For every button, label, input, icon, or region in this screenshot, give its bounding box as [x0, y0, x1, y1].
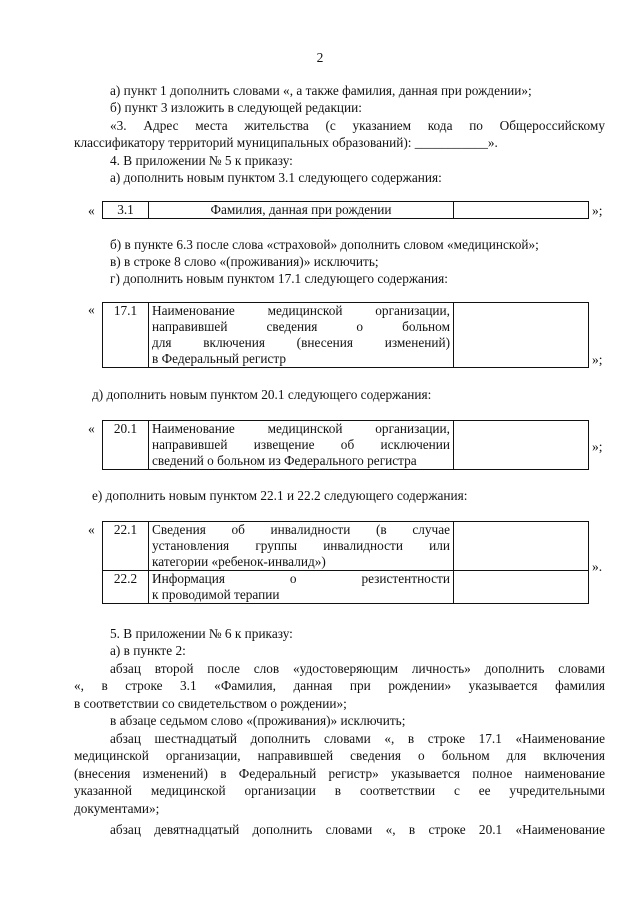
- cell-line: в Федеральный регистр: [152, 351, 287, 366]
- section-4-heading: 4. В приложении № 5 к приказу:: [110, 153, 293, 168]
- table-cell-number: 3.1: [103, 202, 149, 219]
- table-items-22: [102, 521, 589, 604]
- para-abzac-16-cont: медицинской организации, направившей сведения о больном для включения: [74, 748, 605, 763]
- section-4-v: в) в строке 8 слово «(проживания)» исключить;: [110, 254, 379, 269]
- table-cell-empty: [454, 421, 589, 470]
- table-cell-text: [149, 522, 454, 571]
- table-item-3-1: [102, 201, 589, 219]
- quote-open: «: [88, 302, 95, 317]
- section-4-a: а) дополнить новым пунктом 3.1 следующего содержания:: [110, 170, 442, 185]
- para-abzac-16: абзац шестнадцатый дополнить словами «, в строке 17.1 «Наименование: [110, 731, 605, 746]
- quote-open: «: [88, 421, 95, 436]
- cell-line: к проводимой терапии: [152, 587, 280, 602]
- quote-open: «: [88, 203, 95, 218]
- para-abzac-2-cont: «, в строке 3.1 «Фамилия, данная при рождении» указывается фамилия: [74, 678, 605, 693]
- para-abzac-7: в абзаце седьмом слово «(проживания)» исключить;: [110, 713, 406, 728]
- cell-line: для включения (внесения изменений): [152, 335, 450, 350]
- table-item-20-1: [102, 420, 589, 470]
- table-cell-text: [149, 571, 454, 604]
- table-cell-text: Фамилия, данная при рождении: [149, 202, 454, 219]
- para-abzac-2-end: в соответствии со свидетельством о рождении»;: [74, 696, 347, 711]
- para-abzac-16-cont: указанной медицинской организации в соответствии с ее учредительными: [74, 783, 605, 798]
- table-cell-text: [149, 421, 454, 470]
- table-cell-number: 22.1: [103, 522, 149, 571]
- section-4-d: д) дополнить новым пунктом 20.1 следующего содержания:: [92, 387, 432, 402]
- para-abzac-2: абзац второй после слов «удостоверяющим личность» дополнить словами: [110, 661, 605, 676]
- para-address-cont: классификатору территорий муниципальных образований): ___________».: [74, 135, 498, 150]
- quote-close: »;: [592, 352, 603, 367]
- table-cell-empty: [454, 571, 589, 604]
- section-4-g: г) дополнить новым пунктом 17.1 следующего содержания:: [110, 271, 448, 286]
- cell-line: Наименование медицинской организации,: [152, 303, 450, 318]
- table-cell-number: 22.2: [103, 571, 149, 604]
- table-cell-empty: [454, 522, 589, 571]
- cell-line: Информация о резистентности: [152, 571, 450, 586]
- section-5-a: а) в пункте 2:: [110, 643, 186, 658]
- quote-close: »;: [592, 203, 603, 218]
- quote-open: «: [88, 522, 95, 537]
- para-b-item3: б) пункт 3 изложить в следующей редакции:: [110, 100, 362, 115]
- cell-line: Наименование медицинской организации,: [152, 421, 450, 436]
- para-a-item1: а) пункт 1 дополнить словами «, а также фамилия, данная при рождении»;: [110, 83, 532, 98]
- table-item-17-1: [102, 302, 589, 368]
- cell-line: категории «ребенок-инвалид»): [152, 554, 326, 569]
- quote-close: ».: [592, 559, 603, 574]
- cell-line: установления группы инвалидности или: [152, 538, 450, 553]
- table-cell-number: 20.1: [103, 421, 149, 470]
- table-cell-number: 17.1: [103, 303, 149, 368]
- page-number: 2: [316, 50, 324, 65]
- para-abzac-19: абзац девятнадцатый дополнить словами «, в строке 20.1 «Наименование: [110, 822, 605, 837]
- para-abzac-16-cont: (внесения изменений) в Федеральный регистр» указывается полное наименование: [74, 766, 605, 781]
- para-abzac-16-end: документами»;: [74, 801, 160, 816]
- cell-line: направившей извещение об исключении: [152, 437, 450, 452]
- table-cell-empty: [454, 303, 589, 368]
- section-5-heading: 5. В приложении № 6 к приказу:: [110, 626, 293, 641]
- para-address: «3. Адрес места жительства (с указанием кода по Общероссийскому: [110, 118, 605, 133]
- cell-line: направившей сведения о больном: [152, 319, 450, 334]
- section-4-e: е) дополнить новым пунктом 22.1 и 22.2 следующего содержания:: [92, 488, 468, 503]
- cell-line: сведений о больном из Федерального регистра: [152, 453, 417, 468]
- table-cell-text: [149, 303, 454, 368]
- section-4-b: б) в пункте 6.3 после слова «страховой» дополнить словом «медицинской»;: [110, 237, 539, 252]
- cell-line: Сведения об инвалидности (в случае: [152, 522, 450, 537]
- quote-close: »;: [592, 439, 603, 454]
- table-cell-empty: [454, 202, 589, 219]
